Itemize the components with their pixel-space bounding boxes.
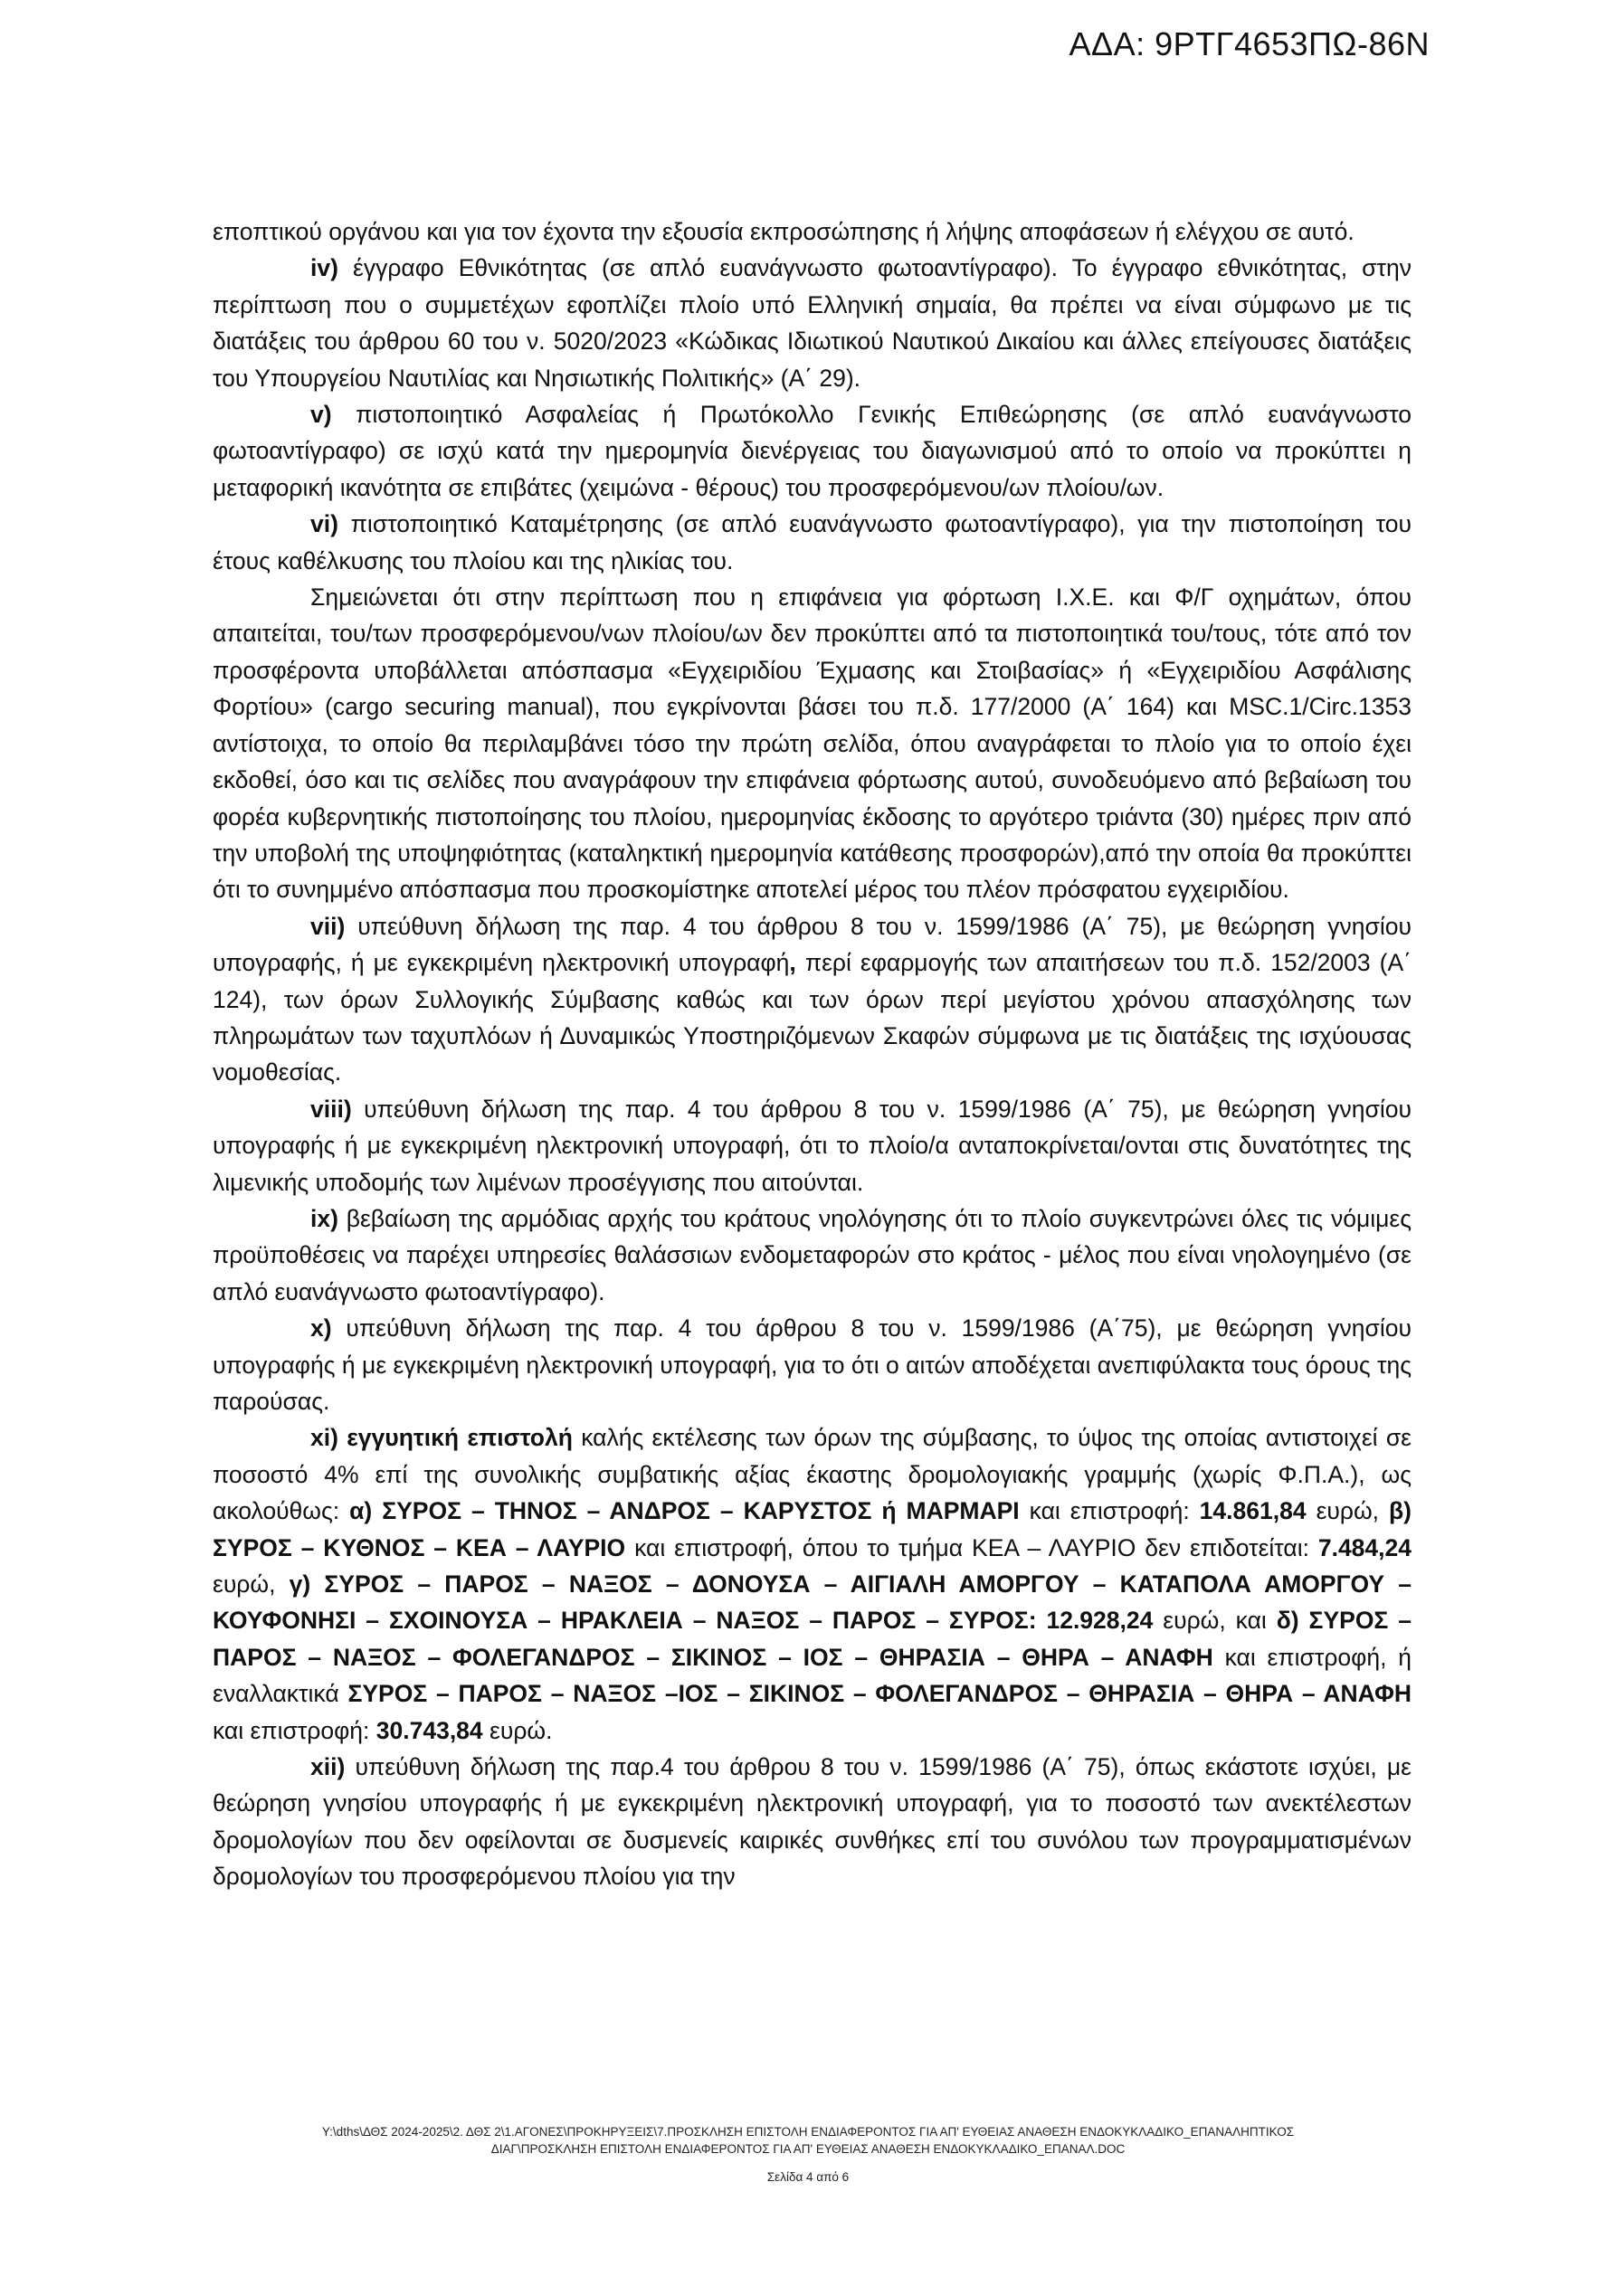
paragraph-text: Σημειώνεται ότι στην περίπτωση που η επιφάνεια για φόρτωση Ι.Χ.Ε. και Φ/Γ οχημάτων, όπου απαιτείται, του/των προσφερόμενου/νων πλοίου/ων δεν προκύπτει από τα πιστοποιητικά του/τους, τότε από τον προσφέροντα υποβάλλεται απόσπασμα «Εγχειριδίου Έχμασης και Στοιβασίας» ή «Εγχειριδίου Ασφάλισης Φορτίου» (cargo securing manual), που εγκρίνονται βάσει του π.δ. 177/2000 (Α΄ 164) και MSC.1/Circ.1353 αντίστοιχα, το οποίο θα περιλαμβάνει τόσο την πρώτη σελίδα, όπου αναγράφεται το πλοίο για το οποίο έχει εκδοθεί, όσο και τις σελίδες που αναγράφουν την επιφάνεια φόρτωσης αυτού, συνοδευόμενο από βεβαίωση του φορέα κυβερνητικής πιστοποίησης του πλοίου, ημερομηνίας έκδοσης το αργότερο τριάντα (30) ημέρες πριν από την υποβολή της υποψηφιότητας (καταληκτική ημερομηνία κατάθεσης προσφορών),από την οποία θα προκύπτει ότι το συνημμένο απόσπασμα που προσκομίστηκε αποτελεί μέρος του πλέον πρόσφατου εγχειριδίου. <box>213 583 1412 904</box>
paragraph-text: και επιστροφή, ή εναλλακτικά <box>213 1643 1412 1708</box>
paragraph-ix <box>213 1200 1412 1310</box>
page-number: Σελίδα 4 από 6 <box>766 2170 850 2184</box>
paragraph-text: υπεύθυνη δήλωση της παρ.4 του άρθρου 8 του ν. 1599/1986 (Α΄ 75), όπως εκάστοτε ισχύει, με θεώρηση γνησίου υπογραφής ή με εγκεκριμένη ηλεκτρονική υπογραφή, για το ποσοστό των ανεκτέλεστων δρομολογίων που δεν οφείλονται σε δυσμενείς καιρικές συνθήκες επί του συνόλου των προγραμματισμένων δρομολογίων του προσφερόμενου πλοίου για την <box>213 1753 1412 1891</box>
paragraph-text: περί εφαρμογής των απαιτήσεων του π.δ. 152/2003 (Α΄ 124), των όρων Συλλογικής Σύμβασης καθώς και των όρων περί μεγίστου χρόνου απασχόλησης των πληρωμάτων των ταχυπλόων ή Δυναμικώς Υποστηριζόμενων Σκαφών σύμφωνα με τις διατάξεις της ισχύουσας νομοθεσίας. <box>213 949 1412 1086</box>
amount-d: 30.743,84 <box>375 1716 483 1744</box>
paragraph-text: βεβαίωση της αρμόδιας αρχής του κράτους νηολόγησης ότι το πλοίο συγκεντρώνει όλες τις νόμιμες προϋποθέσεις να παρέχει υπηρεσίες θαλάσσιων ενδομεταφορών στο κράτος - μέλος που είναι νηολογημένο (σε απλό ευανάγνωστο φωτοαντίγραφο). <box>213 1204 1412 1305</box>
route-b: β) ΣΥΡΟΣ – ΚΥΘΝΟΣ – ΚΕΑ – ΛΑΥΡΙΟ <box>213 1497 1412 1561</box>
ada-code: ΑΔΑ: 9ΡΤΓ4653ΠΩ-86Ν <box>1069 25 1430 62</box>
paragraph-text: ευρώ, <box>213 1570 290 1599</box>
item-label: vi) <box>310 510 338 538</box>
route-a: α) ΣΥΡΟΣ – ΤΗΝΟΣ – ΑΝΔΡΟΣ – ΚΑΡΥΣΤΟΣ ή ΜΑΡΜΑΡΙ <box>349 1497 1020 1525</box>
item-label: x) <box>310 1314 332 1342</box>
paragraph-text: εποπτικού οργάνου και για τον έχοντα την εξουσία εκπροσώπησης ή λήψης αποφάσεων ή ελέγχου σε αυτό. <box>213 218 1355 245</box>
paragraph-text: υπεύθυνη δήλωση της παρ. 4 του άρθρου 8 του ν. 1599/1986 (Α΄ 75), με θεώρηση γνησίου υπογραφής ή με εγκεκριμένη ηλεκτρονική υπογραφή, ότι το πλοίο/α ανταποκρίνεται/ονται στις δυνατότητες της λιμενικής υποδομής των λιμένων προσέγγισης που αιτούνται. <box>213 1095 1412 1196</box>
paragraph-text: ευρώ, και <box>1153 1607 1277 1635</box>
item-label: vii) <box>310 912 346 940</box>
paragraph-x <box>213 1310 1412 1419</box>
paragraph-text: υπεύθυνη δήλωση της παρ. 4 του άρθρου 8 του ν. 1599/1986 (Α΄ 75), με θεώρηση γνησίου υπογραφής, ή με εγκεκριμένη ηλεκτρονική υπογραφή <box>213 912 1412 977</box>
paragraph-text: έγγραφο Εθνικότητας (σε απλό ευανάγνωστο φωτοαντίγραφο). Το έγγραφο εθνικότητας, στην περίπτωση που ο συμμετέχων εφοπλίζει πλοίο υπό Ελληνική σημαία, θα πρέπει να είναι σύμφωνο με τις διατάξεις του άρθρου 60 του ν. 5020/2023 «Κώδικας Ιδιωτικού Ναυτικού Δικαίου και άλλες επείγουσες διατάξεις του Υπουργείου Ναυτιλίας και Νησιωτικής Πολιτικής» (Α΄ 29). <box>213 254 1412 392</box>
item-label: xi) εγγυητική επιστολή <box>310 1424 573 1452</box>
route-d-alt: ΣΥΡΟΣ – ΠΑΡΟΣ – ΝΑΞΟΣ –ΙΟΣ – ΣΙΚΙΝΟΣ – ΦΟΛΕΓΑΝΔΡΟΣ – ΘΗΡΑΣΙΑ – ΘΗΡΑ – ΑΝΑΦΗ <box>347 1680 1412 1708</box>
amount-b: 7.484,24 <box>1317 1533 1412 1561</box>
page-footer <box>0 2123 1616 2186</box>
item-label: iv) <box>310 254 338 282</box>
paragraph-v <box>213 396 1412 506</box>
paragraph-text: καλής εκτέλεσης των όρων της σύμβασης, το ύψος της οποίας αντιστοιχεί σε ποσοστό 4% επί της συνολικής συμβατικής αξίας έκαστης δρομολογιακής γραμμής (χωρίς Φ.Π.Α.), ως ακολούθως: <box>213 1424 1412 1525</box>
paragraph-vii <box>213 908 1412 1091</box>
paragraph-xii <box>213 1749 1412 1895</box>
item-label: ix) <box>310 1204 338 1232</box>
paragraph-text: υπεύθυνη δήλωση της παρ. 4 του άρθρου 8 του ν. 1599/1986 (Α΄75), με θεώρηση γνησίου υπογραφής ή με εγκεκριμένη ηλεκτρονική υπογραφή, για το ότι ο αιτών αποδέχεται ανεπιφύλακτα τους όρους της παρούσας. <box>213 1314 1412 1415</box>
item-label: viii) <box>310 1095 352 1123</box>
paragraph-text: και επιστροφή: <box>1019 1497 1200 1525</box>
paragraph-note <box>213 579 1412 908</box>
paragraph-continuation <box>213 213 1412 250</box>
paragraph-vi <box>213 506 1412 579</box>
paragraph-text: πιστοποιητικό Ασφαλείας ή Πρωτόκολλο Γενικής Επιθεώρησης (σε απλό ευανάγνωστο φωτοαντίγραφο) σε ισχύ κατά την ημερομηνία διενέργειας του διαγωνισμού από το οποίο να προκύπτει η μεταφορική ικανότητα σε επιβάτες (χειμώνα - θέρους) του προσφερόμενου/ων πλοίου/ων. <box>213 401 1412 501</box>
route-d: δ) ΣΥΡΟΣ – ΠΑΡΟΣ – ΝΑΞΟΣ – ΦΟΛΕΓΑΝΔΡΟΣ – ΣΙΚΙΝΟΣ – ΙΟΣ – ΘΗΡΑΣΙΑ – ΘΗΡΑ – ΑΝΑΦΗ <box>213 1607 1412 1671</box>
file-path-line-2: ΔΙΑΓ\ΠΡΟΣΚΛΗΣΗ ΕΠΙΣΤΟΛΗ ΕΝΔΙΑΦΕΡΟΝΤΟΣ ΓΙΑ ΑΠ' ΕΥΘΕΙΑΣ ΑΝΑΘΕΣΗ ΕΝΔΟΚΥΚΛΑΔΙΚΟ_ΕΠΑΝΑΛ.DOC <box>490 2142 1126 2156</box>
route-c: γ) ΣΥΡΟΣ – ΠΑΡΟΣ – ΝΑΞΟΣ – ΔΟΝΟΥΣΑ – ΑΙΓΙΑΛΗ ΑΜΟΡΓΟΥ – ΚΑΤΑΠΟΛΑ ΑΜΟΡΓΟΥ – ΚΟΥΦΟΝΗΣΙ – ΣΧΟΙΝΟΥΣΑ – ΗΡΑΚΛΕΙΑ – ΝΑΞΟΣ – ΠΑΡΟΣ – ΣΥΡΟΣ: 12.928,24 <box>213 1570 1412 1635</box>
paragraph-text: πιστοποιητικό Καταμέτρησης (σε απλό ευανάγνωστο φωτοαντίγραφο), για την πιστοποίηση του έτους καθέλκυσης του πλοίου και της ηλικίας του. <box>213 510 1412 574</box>
amount-a: 14.861,84 <box>1199 1497 1307 1525</box>
paragraph-xi <box>213 1419 1412 1749</box>
bold-comma: , <box>789 949 796 977</box>
item-label: v) <box>310 401 332 429</box>
document-body <box>213 213 1412 1895</box>
paragraph-text: και επιστροφή, όπου το τμήμα ΚΕΑ – ΛΑΥΡΙΟ δεν επιδοτείται: <box>625 1533 1318 1561</box>
paragraph-text: ευρώ. <box>482 1716 553 1744</box>
paragraph-text: ευρώ, <box>1306 1497 1389 1525</box>
item-label: xii) <box>310 1753 346 1781</box>
paragraph-iv <box>213 250 1412 396</box>
paragraph-viii <box>213 1091 1412 1200</box>
file-path-line-1: Y:\dths\ΔΘΣ 2024-2025\2. ΔΘΣ 2\1.ΑΓΟΝΕΣ\ΠΡΟΚΗΡΥΞΕΙΣ\7.ΠΡΟΣΚΛΗΣΗ ΕΠΙΣΤΟΛΗ ΕΝΔΙΑΦΕΡΟΝΤΟΣ ΓΙΑ ΑΠ' ΕΥΘΕΙΑΣ ΑΝΑΘΕΣΗ ΕΝΔΟΚΥΚΛΑΔΙΚΟ_ΕΠΑΝΑΛΗΠΤΙΚΟΣ <box>321 2125 1295 2139</box>
paragraph-text: και επιστροφή: <box>213 1716 376 1744</box>
